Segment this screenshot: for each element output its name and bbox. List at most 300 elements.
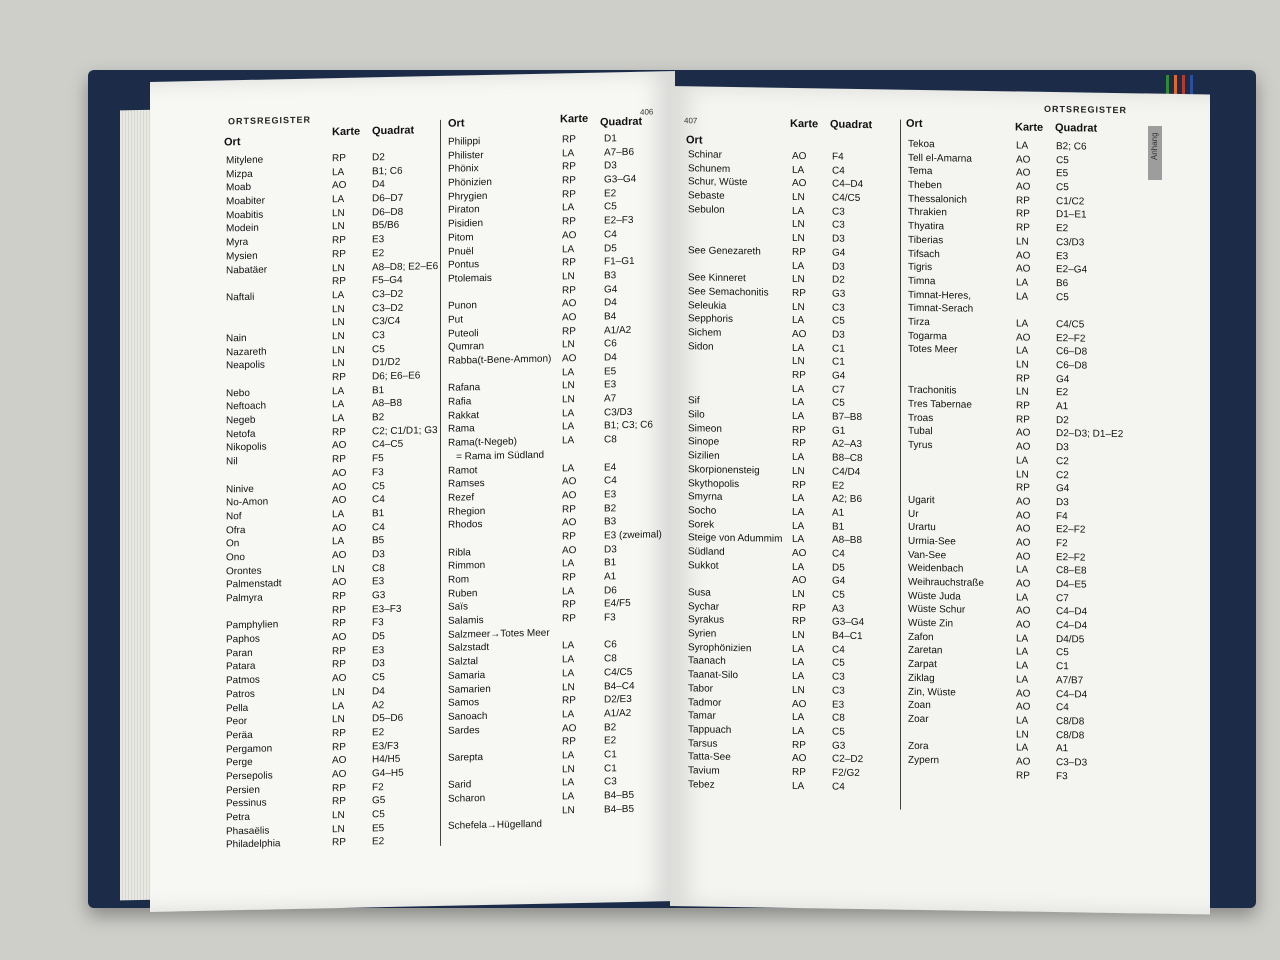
entry-map: RP: [1016, 373, 1030, 385]
entry-map: AO: [1016, 263, 1031, 275]
col-header-ort: Ort: [224, 136, 241, 149]
entry-square: E3: [832, 699, 845, 711]
entry-square: D5: [604, 242, 617, 254]
entry-square: D3: [832, 329, 845, 341]
entry-map: RP: [1016, 482, 1030, 494]
entry-place: Schur, Wüste: [688, 176, 748, 189]
entry-place: Pitom: [448, 232, 474, 244]
side-tab-label: Anhang: [1150, 132, 1159, 160]
entry-square: F1–G1: [604, 256, 635, 268]
entry-place: Mizpa: [226, 168, 253, 181]
entry-place: Sidon: [688, 340, 714, 353]
entry-square: C3: [832, 219, 845, 232]
entry-square: C1/C2: [1056, 195, 1085, 208]
entry-square: G1: [832, 425, 846, 437]
entry-place: Put: [448, 314, 464, 326]
entry-square: C4: [604, 475, 617, 487]
entry-place: Skythopolis: [688, 477, 740, 490]
entry-map: LA: [562, 777, 575, 789]
entry-square: A2–A3: [832, 438, 863, 451]
entry-map: LA: [562, 585, 575, 598]
entry-place: Ur: [908, 508, 919, 520]
entry-place: Tatta-See: [688, 751, 731, 764]
entry-square: C4/C5: [604, 666, 633, 679]
entry-square: C1: [832, 343, 845, 355]
entry-place: Nof: [226, 510, 242, 523]
entry-map: LN: [332, 714, 345, 726]
entry-place: Sinope: [688, 436, 720, 449]
entry-map: AO: [792, 575, 807, 587]
entry-square: G4: [832, 575, 846, 588]
entry-place: Schefela→Hügelland: [448, 819, 542, 833]
entry-square: C4/C5: [1056, 319, 1085, 331]
entry-place: Trachonitis: [908, 385, 957, 397]
entry-square: C5: [1056, 647, 1069, 659]
entry-map: AO: [1016, 154, 1031, 166]
entry-map: RP: [1016, 208, 1030, 221]
entry-square: D4–E5: [1056, 579, 1087, 591]
entry-square: F3: [372, 466, 384, 479]
left-running-header: ORTSREGISTER: [228, 114, 312, 127]
col-header-ort-2: Ort: [448, 117, 465, 130]
entry-map: LN: [562, 339, 575, 351]
entry-place: Pergamon: [226, 743, 273, 755]
entry-square: A7–B6: [604, 146, 635, 159]
entry-square: A2; B6: [832, 493, 863, 506]
entry-square: C3–D2: [372, 302, 404, 314]
right-col-2-entries: [908, 138, 1148, 785]
entry-square: C3/C4: [372, 316, 401, 328]
index-entry: [688, 778, 893, 795]
entry-place: Tubal: [908, 426, 933, 438]
entry-map: RP: [562, 257, 576, 269]
entry-square: E2–F2: [1056, 332, 1086, 345]
entry-map: AO: [332, 522, 347, 534]
entry-map: AO: [562, 517, 577, 529]
entry-square: E3: [372, 576, 385, 588]
entry-place: Sif: [688, 395, 700, 407]
entry-map: LN: [332, 344, 345, 356]
entry-map: AO: [1016, 249, 1031, 262]
entry-place: Urmia-See: [908, 535, 956, 548]
entry-square: E2: [604, 735, 617, 747]
entry-square: A1: [832, 507, 845, 519]
entry-map: LN: [332, 358, 345, 370]
entry-place: Rom: [448, 574, 470, 586]
entry-map: LA: [792, 164, 805, 176]
entry-square: E2–G4: [1056, 264, 1088, 276]
entry-map: LA: [332, 193, 345, 206]
entry-square: C6: [604, 338, 617, 350]
entry-square: C2: [1056, 469, 1069, 481]
entry-place: Tarsus: [688, 737, 718, 750]
entry-square: D3: [832, 233, 845, 245]
entry-place: Patros: [226, 688, 255, 701]
entry-map: AO: [562, 353, 577, 365]
entry-map: AO: [1016, 523, 1031, 535]
entry-place: Samos: [448, 697, 480, 709]
entry-place: Zaretan: [908, 645, 943, 657]
entry-square: A1/A2: [604, 324, 632, 337]
entry-place: Taanat-Silo: [688, 669, 739, 682]
entry-place: Rakkat: [448, 409, 480, 422]
entry-place: Sepphoris: [688, 313, 734, 326]
entry-square: F3: [604, 612, 616, 624]
entry-map: LA: [1016, 715, 1029, 727]
entry-place: Salzmeer→Totes Meer: [448, 627, 550, 641]
entry-map: LA: [792, 260, 805, 272]
entry-map: LN: [792, 191, 805, 204]
entry-square: C4/D4: [832, 466, 861, 478]
entry-place: Nazareth: [226, 346, 267, 359]
entry-map: LA: [332, 385, 345, 397]
entry-square: D3: [372, 658, 385, 670]
entry-place: Rimmon: [448, 560, 486, 573]
entry-map: LA: [792, 671, 805, 683]
entry-map: LA: [792, 520, 805, 532]
entry-square: C5: [832, 726, 845, 738]
entry-square: G3–G4: [832, 616, 865, 629]
entry-square: C5: [604, 201, 617, 213]
entry-place: Steige von Adummim: [688, 532, 783, 546]
entry-square: D6–D8: [372, 206, 404, 219]
entry-place: Scharon: [448, 792, 486, 805]
entry-place: Südland: [688, 546, 725, 558]
entry-square: E3: [1056, 250, 1069, 262]
entry-place: Totes Meer: [908, 344, 958, 356]
entry-map: LN: [1016, 236, 1029, 248]
entry-map: LN: [562, 681, 575, 693]
entry-map: RP: [792, 424, 806, 436]
entry-square: F5: [372, 453, 384, 465]
entry-place: Socho: [688, 505, 717, 517]
entry-square: C4: [832, 548, 845, 560]
entry-map: LN: [1016, 728, 1029, 741]
entry-map: LN: [562, 380, 575, 392]
entry-square: C3/D3: [1056, 236, 1085, 249]
entry-map: RP: [562, 175, 576, 187]
entry-place: Ruben: [448, 587, 478, 600]
entry-square: B1; C6: [372, 165, 403, 178]
entry-square: B8–C8: [832, 452, 863, 465]
entry-square: D2: [1056, 414, 1069, 427]
entry-place: Perge: [226, 757, 253, 769]
entry-square: E2: [604, 187, 617, 200]
entry-map: LA: [1016, 742, 1029, 754]
entry-place: Phrygien: [448, 190, 488, 203]
entry-place: Nabatäer: [226, 264, 268, 276]
entry-place: Sukkot: [688, 559, 719, 572]
entry-map: LN: [1016, 468, 1029, 481]
entry-square: B1: [604, 557, 617, 569]
entry-map: RP: [332, 235, 346, 247]
entry-square: C3–D2: [372, 288, 404, 301]
entry-place: Tres Tabernae: [908, 398, 972, 411]
entry-place: Philippi: [448, 136, 481, 148]
left-page-number: 406: [640, 107, 654, 117]
entry-place: Sychar: [688, 600, 720, 613]
entry-map: RP: [332, 796, 346, 808]
entry-place: Modein: [226, 223, 259, 235]
entry-map: RP: [792, 766, 806, 779]
entry-square: D3: [604, 160, 617, 172]
entry-square: E2–F2: [1056, 551, 1086, 564]
entry-square: C6: [604, 639, 617, 651]
col-header-karte-4: Karte: [1015, 121, 1044, 134]
entry-map: LA: [792, 534, 805, 546]
entry-square: C3: [604, 776, 617, 788]
entry-place: Wüste Schur: [908, 604, 966, 617]
entry-square: C6–D8: [1056, 360, 1088, 372]
entry-square: G4: [832, 247, 846, 259]
entry-place: Salzstadt: [448, 642, 490, 655]
entry-place: Netofa: [226, 428, 256, 441]
entry-map: LA: [1016, 318, 1029, 330]
entry-square: C8: [372, 562, 385, 574]
entry-place: Wüste Juda: [908, 590, 961, 603]
entry-place: Susa: [688, 587, 711, 599]
entry-map: LA: [1016, 633, 1029, 645]
entry-map: AO: [1016, 181, 1031, 193]
entry-place: Sichem: [688, 327, 722, 339]
entry-place: See Kinneret: [688, 272, 746, 285]
entry-square: F3: [1056, 770, 1068, 782]
entry-map: AO: [332, 495, 347, 507]
entry-place: Phasaëlis: [226, 825, 270, 838]
entry-place: Peräa: [226, 729, 253, 742]
entry-place: Orontes: [226, 565, 262, 578]
entry-place: Seleukia: [688, 299, 727, 312]
index-entry: [908, 767, 1148, 784]
entry-square: B4: [604, 311, 617, 323]
col-header-karte-3: Karte: [790, 117, 819, 131]
entry-map: RP: [332, 426, 346, 438]
entry-map: AO: [1016, 332, 1031, 344]
entry-map: LN: [332, 686, 345, 699]
entry-place: On: [226, 538, 240, 550]
entry-place: Timna: [908, 275, 936, 288]
entry-square: B2: [604, 502, 617, 515]
entry-map: LA: [1016, 290, 1029, 303]
entry-square: C5: [372, 480, 385, 492]
entry-map: RP: [792, 739, 806, 751]
entry-map: RP: [792, 438, 806, 450]
entry-place: Paphos: [226, 633, 260, 646]
entry-place: Sardes: [448, 724, 480, 737]
entry-map: AO: [1016, 687, 1031, 700]
entry-square: D5–D6: [372, 712, 404, 725]
entry-map: RP: [792, 287, 806, 300]
entry-map: LA: [562, 366, 575, 379]
entry-map: RP: [562, 284, 576, 296]
entry-map: LA: [332, 289, 345, 302]
entry-place: Pisidien: [448, 218, 484, 230]
entry-map: LN: [792, 219, 805, 231]
entry-place: Naftali: [226, 291, 255, 304]
entry-place: Weihrauchstraße: [908, 576, 984, 589]
entry-place: Philister: [448, 149, 484, 162]
entry-square: B5: [372, 535, 385, 547]
entry-square: A1/A2: [604, 707, 632, 720]
entry-map: LA: [562, 558, 575, 570]
entry-map: LN: [792, 301, 805, 313]
entry-square: C4: [832, 165, 845, 177]
entry-map: LA: [562, 791, 575, 803]
left-col-2-entries: [448, 131, 668, 834]
entry-place: Pontus: [448, 259, 480, 271]
entry-square: A2: [372, 699, 385, 711]
entry-square: C5: [372, 672, 385, 684]
entry-map: LA: [1016, 674, 1029, 686]
entry-place: Rafia: [448, 396, 472, 408]
entry-map: LA: [792, 410, 805, 423]
entry-place: Tamar: [688, 710, 716, 722]
entry-square: E3: [604, 489, 617, 501]
entry-place: Tigris: [908, 261, 933, 274]
entry-map: RP: [562, 695, 576, 707]
col-header-quadrat-2: Quadrat: [600, 115, 643, 129]
entry-place: Sanoach: [448, 710, 488, 723]
entry-place: Sarepta: [448, 751, 484, 764]
entry-map: AO: [792, 328, 807, 341]
entry-place: Timnat-Heres,: [908, 289, 971, 302]
left-page: [150, 71, 675, 912]
entry-square: C3: [832, 206, 845, 218]
col-header-quadrat-4: Quadrat: [1055, 122, 1098, 135]
entry-square: E3: [372, 644, 385, 657]
entry-place: Patara: [226, 661, 256, 673]
entry-place: Salamis: [448, 615, 484, 627]
entry-square: C3: [832, 685, 845, 697]
left-column-divider: [440, 120, 441, 846]
entry-map: RP: [562, 134, 576, 146]
entry-square: E3 (zweimal): [604, 529, 662, 542]
entry-square: D3: [604, 543, 617, 556]
entry-square: C4/C5: [832, 192, 861, 205]
entry-place: Myra: [226, 237, 249, 249]
entry-place: Zoan: [908, 699, 931, 712]
entry-square: E3: [372, 234, 385, 246]
entry-place: Moabiter: [226, 195, 265, 208]
entry-square: C6–D8: [1056, 346, 1088, 358]
entry-square: C1: [604, 762, 617, 775]
entry-square: B2: [372, 412, 385, 424]
entry-square: D2: [372, 152, 385, 164]
entry-square: G5: [372, 795, 386, 807]
entry-place: Nil: [226, 456, 238, 468]
entry-square: B1: [832, 521, 845, 533]
entry-square: A1: [1056, 401, 1069, 413]
entry-place: Tekoa: [908, 138, 935, 151]
entry-square: D3: [1056, 496, 1069, 509]
entry-place: Togarma: [908, 330, 947, 342]
entry-place: Sebaste: [688, 190, 725, 202]
entry-place: Urartu: [908, 521, 936, 534]
entry-square: D2: [832, 274, 845, 286]
entry-square: C4–D4: [1056, 688, 1088, 701]
entry-square: E4/F5: [604, 598, 631, 610]
entry-place: Zarpat: [908, 658, 937, 671]
entry-map: AO: [1016, 427, 1031, 440]
entry-map: RP: [1016, 222, 1030, 234]
entry-map: LN: [562, 270, 575, 283]
entry-place: Ono: [226, 551, 245, 564]
entry-place: Skorpionensteig: [688, 464, 760, 477]
entry-map: LN: [562, 804, 575, 817]
entry-map: LN: [332, 207, 345, 219]
entry-place: Weidenbach: [908, 563, 964, 575]
entry-map: RP: [792, 616, 806, 628]
entry-map: AO: [792, 178, 807, 190]
entry-map: LA: [562, 147, 575, 160]
entry-map: LN: [792, 233, 805, 245]
col-header-ort-4: Ort: [906, 117, 923, 130]
entry-square: D4: [604, 352, 617, 364]
entry-map: AO: [792, 547, 807, 560]
entry-place: Persien: [226, 784, 260, 797]
entry-square: G4: [832, 370, 846, 382]
entry-square: C3: [372, 330, 385, 342]
entry-map: LA: [1016, 455, 1029, 467]
entry-place: See Genezareth: [688, 245, 761, 258]
entry-place: Theben: [908, 179, 942, 192]
entry-place: Syrophönizien: [688, 642, 752, 655]
entry-map: LN: [332, 809, 345, 822]
entry-map: RP: [562, 613, 576, 625]
entry-map: LA: [1016, 277, 1029, 289]
entry-map: AO: [562, 312, 577, 324]
entry-map: LA: [792, 657, 805, 669]
entry-map: LA: [792, 725, 805, 737]
entry-place: Tyrus: [908, 439, 933, 452]
entry-map: LN: [792, 588, 805, 601]
entry-map: AO: [1016, 605, 1031, 618]
entry-square: E2–F2: [1056, 524, 1086, 536]
entry-square: C5: [832, 315, 845, 327]
entry-square: C5: [372, 343, 385, 355]
entry-place: Syrakus: [688, 614, 725, 627]
entry-map: LA: [562, 750, 575, 762]
entry-map: LA: [792, 780, 805, 792]
entry-square: D3: [372, 549, 385, 561]
entry-map: LN: [332, 303, 345, 315]
entry-square: D2–D3; D1–E2: [1056, 428, 1124, 441]
entry-map: AO: [792, 150, 807, 163]
entry-square: D6: [604, 584, 617, 597]
entry-map: RP: [562, 599, 576, 611]
entry-square: E3–F3: [372, 603, 402, 616]
entry-map: LN: [792, 356, 805, 368]
entry-place: Schunem: [688, 162, 731, 175]
entry-square: C4: [832, 781, 845, 793]
entry-square: G3–G4: [604, 173, 637, 186]
entry-place: Negeb: [226, 414, 256, 427]
entry-place: Paran: [226, 647, 253, 660]
entry-map: RP: [792, 246, 806, 258]
entry-square: C4: [372, 494, 385, 506]
entry-map: RP: [562, 736, 576, 748]
entry-map: AO: [562, 476, 577, 488]
entry-place: Samaria: [448, 669, 486, 682]
entry-square: C5: [832, 657, 845, 670]
entry-map: RP: [1016, 195, 1030, 207]
entry-place: Tavium: [688, 765, 720, 777]
entry-map: LA: [792, 315, 805, 327]
entry-map: RP: [332, 604, 346, 616]
entry-place: Thrakien: [908, 207, 947, 219]
entry-place: Syrien: [688, 628, 717, 640]
entry-square: C8–E8: [1056, 565, 1087, 577]
